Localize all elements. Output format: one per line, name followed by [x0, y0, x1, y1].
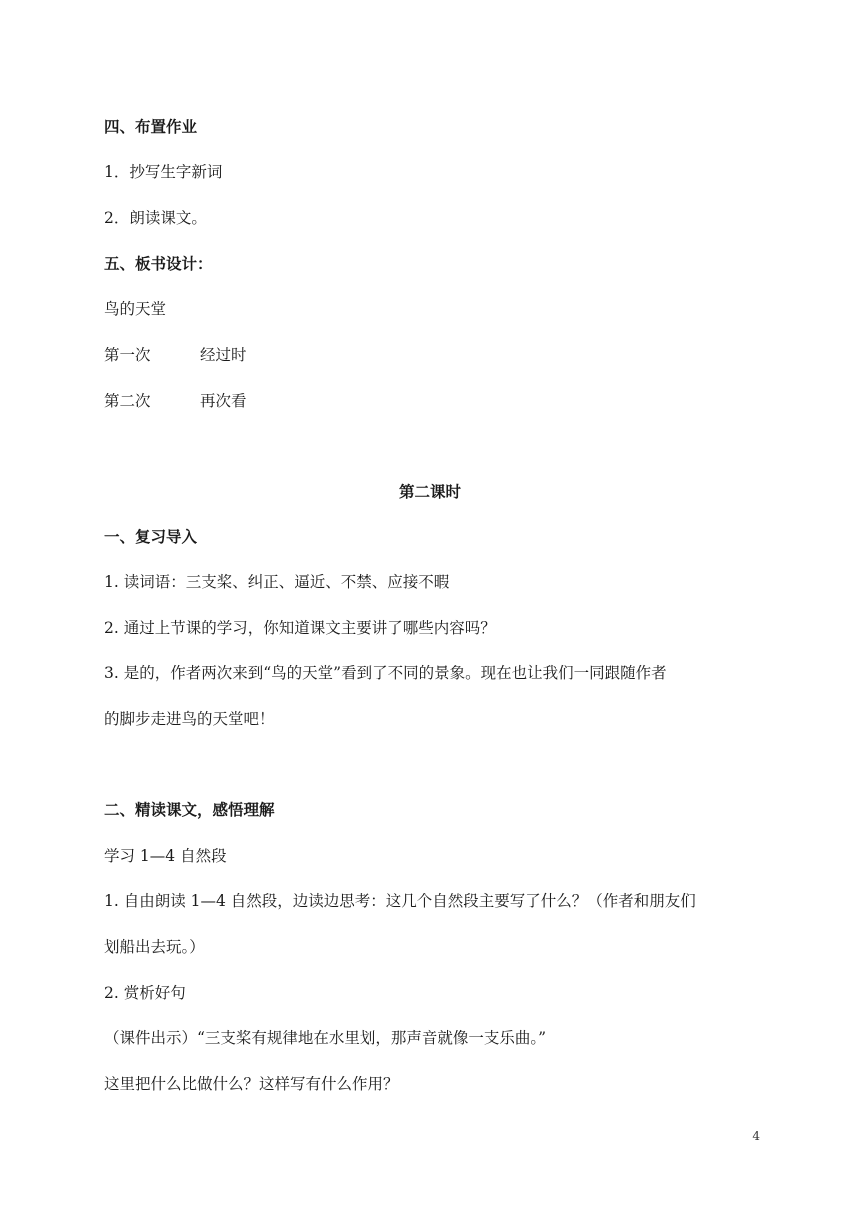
lesson-2-section-1-item-2: 2. 通过上节课的学习，你知道课文主要讲了哪些内容吗？ — [104, 619, 496, 637]
board-row-1-left: 第一次 — [104, 346, 151, 364]
lesson-2-section-2-heading: 二、精读课文，感悟理解 — [104, 800, 275, 819]
lesson-2-section-2-subheading: 学习 1—4 自然段 — [104, 847, 227, 865]
lesson-2-section-2-question: 这里把什么比做什么？这样写有什么作用？ — [104, 1075, 399, 1093]
section-4-heading: 四、布置作业 — [104, 117, 198, 136]
board-row-2-left: 第二次 — [104, 392, 151, 410]
board-row-1 — [104, 345, 404, 365]
page-number: 4 — [752, 1129, 760, 1143]
lesson-2-section-1-heading: 一、复习导入 — [104, 527, 198, 546]
board-row-1-right: 经过时 — [200, 346, 247, 364]
section-5-heading: 五、板书设计： — [104, 254, 213, 273]
lesson-2-title: 第二课时 — [398, 482, 461, 501]
section-4-item-1: 1．抄写生字新词 — [104, 163, 223, 181]
lesson-2-section-1-item-3: 3. 是的，作者两次来到“鸟的天堂”看到了不同的景象。现在也让我们一同跟随作者 — [104, 664, 667, 682]
lesson-2-section-2-item-2: 2. 赏析好句 — [104, 984, 186, 1002]
lesson-2-section-2-item-1-cont: 划船出去玩。） — [104, 938, 205, 956]
lesson-2-section-1-item-3-cont: 的脚步走进鸟的天堂吧！ — [104, 710, 275, 728]
lesson-2-section-2-item-1: 1. 自由朗读 1—4 自然段，边读边思考：这几个自然段主要写了什么？（作者和朋友们 — [104, 892, 696, 910]
board-row-2-right: 再次看 — [200, 392, 247, 410]
section-4-item-2: 2．朗读课文。 — [104, 209, 207, 227]
board-row-2 — [104, 391, 404, 411]
lesson-2-section-1-item-1: 1. 读词语：三支桨、纠正、逼近、不禁、应接不暇 — [104, 573, 450, 591]
board-title: 鸟的天堂 — [104, 300, 167, 318]
lesson-2-section-2-quote: （课件出示）“三支桨有规律地在水里划，那声音就像一支乐曲。” — [104, 1029, 547, 1047]
